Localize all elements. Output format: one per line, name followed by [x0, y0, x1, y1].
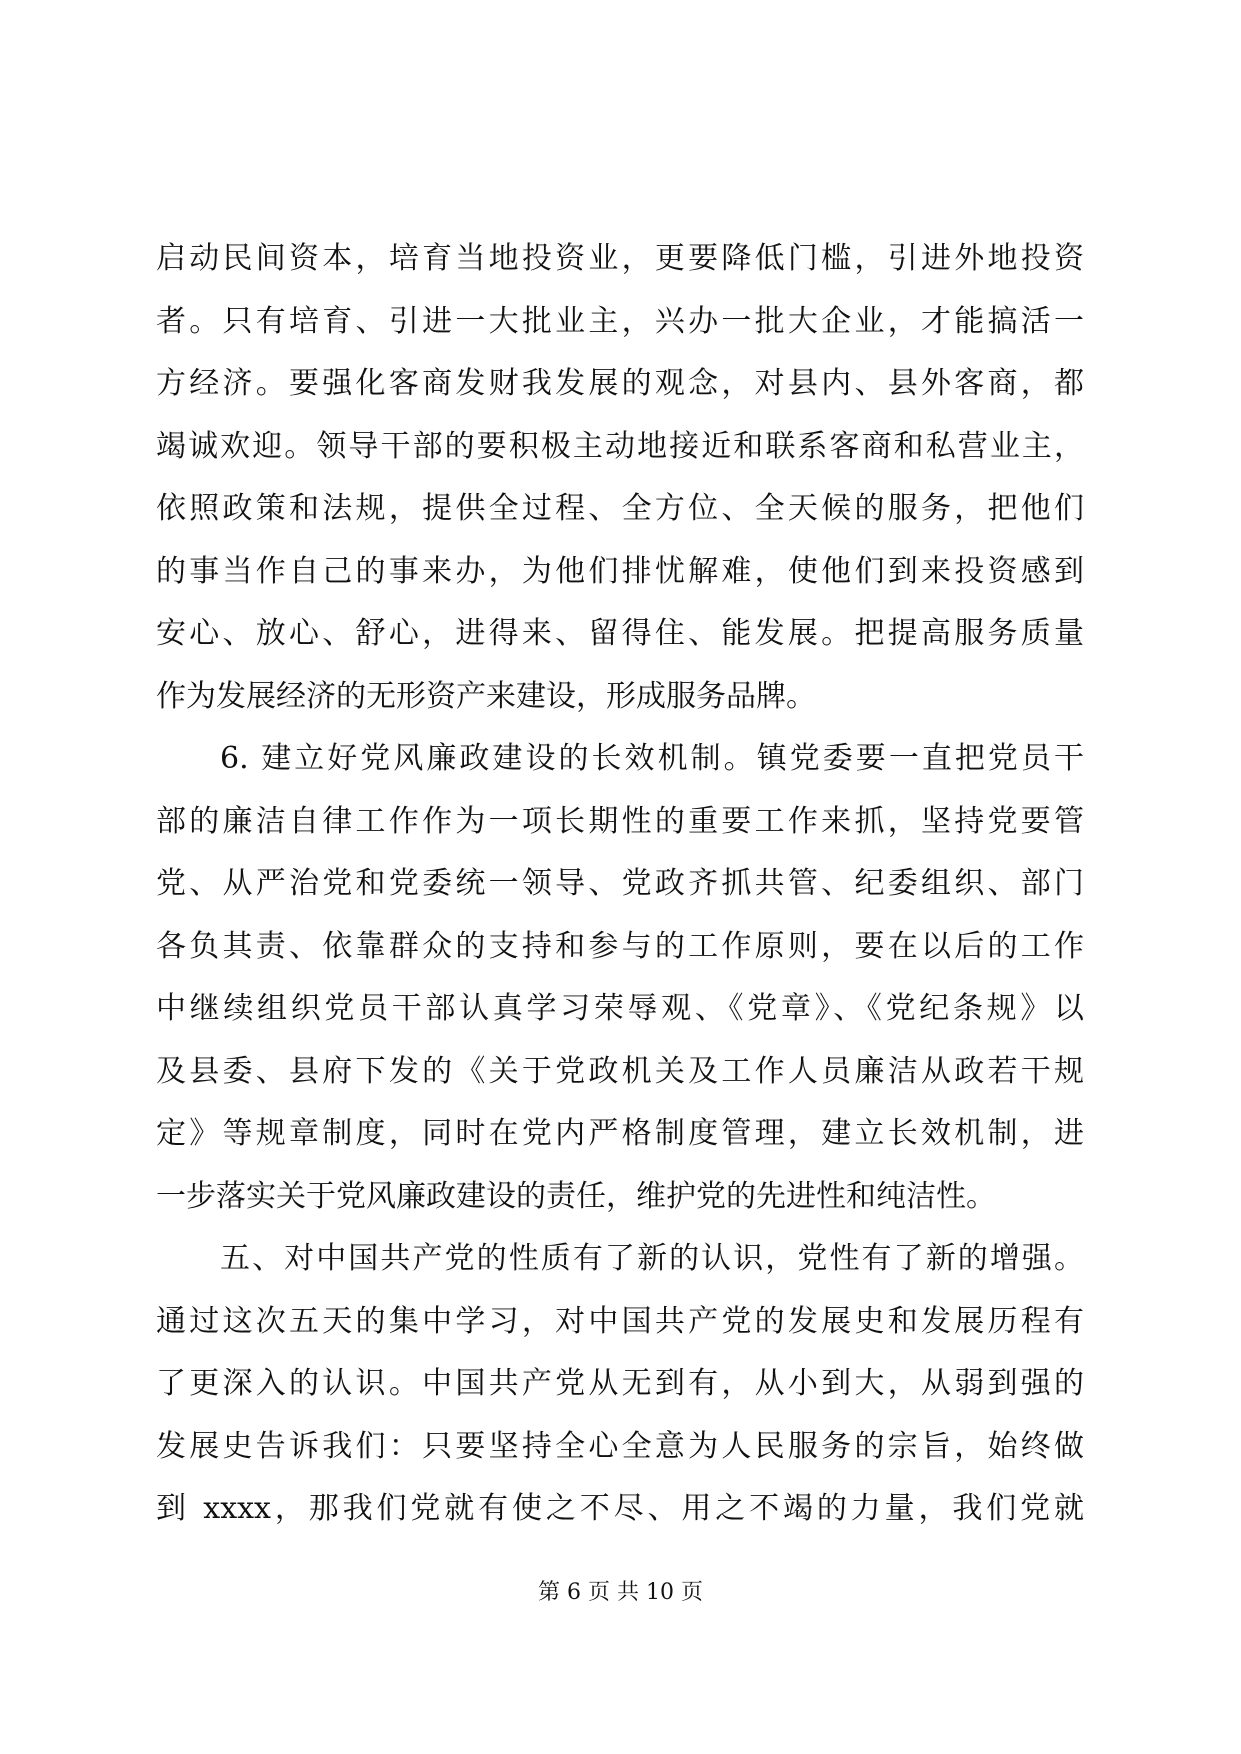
text-line-19: 了更深入的认识。中国共产党从无到有，从小到大，从弱到强的: [156, 1366, 1084, 1401]
text-line-3: 方经济。要强化客商发财我发展的观念，对县内、县外客商，都: [156, 366, 1084, 401]
body-text: [156, 228, 1084, 1541]
text-line-8: 作为发展经济的无形资产来建设，形成服务品牌。: [156, 678, 816, 714]
text-line-16: 一步落实关于党风廉政建设的责任，维护党的先进性和纯洁性。: [156, 1178, 996, 1214]
text-line-21: 到 xxxx，那我们党就有使之不尽、用之不竭的力量，我们党就: [156, 1491, 1084, 1526]
text-line-5: 依照政策和法规，提供全过程、全方位、全天候的服务，把他们: [156, 491, 1084, 526]
text-line-10: 部的廉洁自律工作作为一项长期性的重要工作来抓，坚持党要管: [156, 803, 1084, 839]
text-line-13: 中继续组织党员干部认真学习荣辱观、《党章》、《党纪条规》以: [156, 991, 1084, 1026]
page-number-footer: 第 6 页 共 10 页: [538, 1580, 703, 1605]
text-line-18: 通过这次五天的集中学习，对中国共产党的发展史和发展历程有: [156, 1303, 1084, 1339]
text-line-12: 各负其责、依靠群众的支持和参与的工作原则，要在以后的工作: [156, 928, 1084, 964]
text-line-1: 启动民间资本，培育当地投资业，更要降低门槛，引进外地投资: [156, 241, 1084, 276]
text-line-7: 安心、放心、舒心，进得来、留得住、能发展。把提高服务质量: [156, 616, 1084, 651]
text-line-14: 及县委、县府下发的《关于党政机关及工作人员廉洁从政若干规: [156, 1053, 1084, 1089]
text-line-4: 竭诚欢迎。领导干部的要积极主动地接近和联系客商和私营业主，: [156, 428, 1084, 464]
text-line-6: 的事当作自己的事来办，为他们排忧解难，使他们到来投资感到: [156, 553, 1084, 589]
text-line-20: 发展史告诉我们：只要坚持全心全意为人民服务的宗旨，始终做: [156, 1428, 1084, 1464]
text-line-15: 定》等规章制度，同时在党内严格制度管理，建立长效机制，进: [156, 1116, 1084, 1151]
text-line-9: 6. 建立好党风廉政建设的长效机制。镇党委要一直把党员干: [220, 741, 1084, 776]
text-line-2: 者。只有培育、引进一大批业主，兴办一批大企业，才能搞活一: [156, 303, 1084, 339]
text-line-11: 党、从严治党和党委统一领导、党政齐抓共管、纪委组织、部门: [156, 866, 1084, 901]
text-line-17: 五、对中国共产党的性质有了新的认识，党性有了新的增强。: [220, 1241, 1084, 1276]
